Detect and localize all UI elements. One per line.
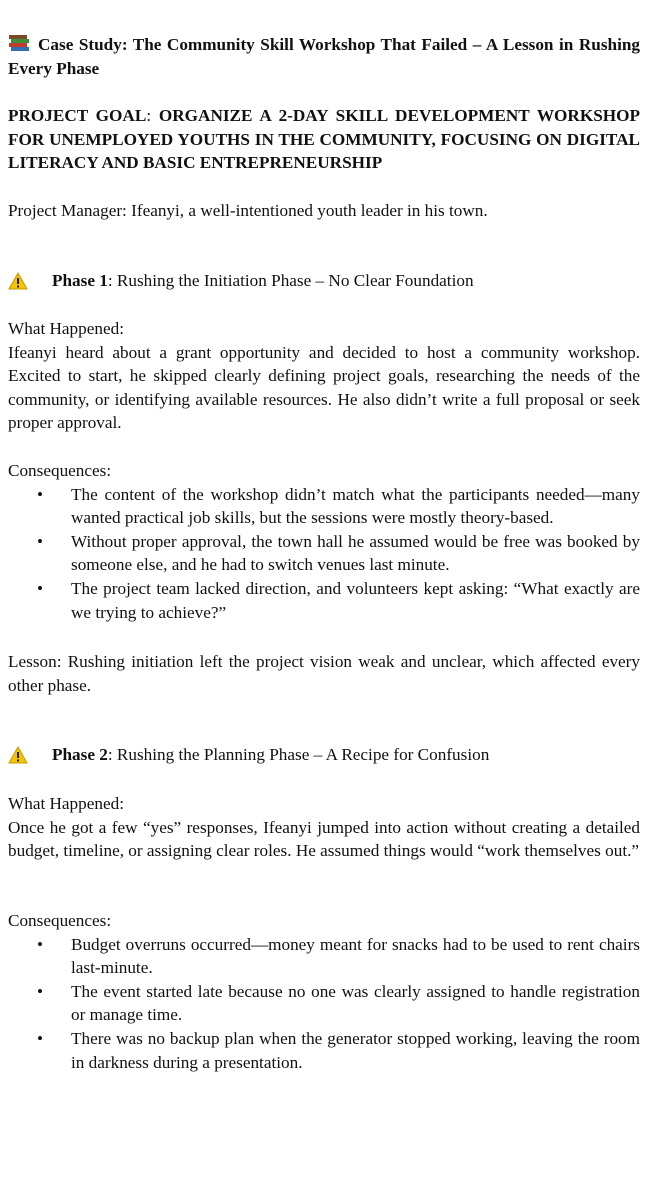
- phase-2-label: Phase 2: [52, 745, 108, 764]
- case-study-title: [8, 33, 640, 80]
- phase-2-what-happened: [8, 792, 640, 863]
- list-item: • The event started late because no one was clearly assigned to handle registration or manage time.: [37, 981, 640, 1025]
- title-text: Case Study: The Community Skill Workshop That Failed – A Lesson in Rushing Every Phase: [8, 35, 640, 78]
- what-happened-heading: What Happened:: [8, 794, 124, 813]
- bullet-dot: •: [37, 531, 44, 551]
- goal-label: PROJECT GOAL: [8, 106, 147, 125]
- phase-1-consequences: [8, 459, 640, 624]
- bullet-dot: •: [37, 578, 44, 598]
- what-happened-text: Ifeanyi heard about a grant opportunity and decided to host a community workshop. Excited to start, he skipped clearly defining project goals, researching the needs of the community, or identifying available resources. He also didn’t write a full proposal or seek proper approval.: [8, 342, 640, 433]
- consequences-heading: Consequences:: [8, 461, 112, 480]
- warning-icon: [8, 746, 28, 764]
- books-icon: [8, 34, 30, 52]
- bullet-dot: •: [37, 1028, 44, 1048]
- phase-1-label: Phase 1: [52, 271, 108, 290]
- list-item: • The content of the workshop didn’t match what the participants needed—many wanted practical job skills, but the sessions were mostly theory-based.: [37, 484, 640, 528]
- project-manager: Project Manager: Ifeanyi, a well-intentioned youth leader in his town.: [8, 201, 488, 220]
- bullet-dot: •: [37, 484, 44, 504]
- list-item: • Without proper approval, the town hall he assumed would be free was booked by someone else, and he had to switch venues last minute.: [37, 531, 640, 575]
- bullet-dot: •: [37, 934, 44, 954]
- what-happened-text: Once he got a few “yes” responses, Ifeanyi jumped into action without creating a detailed budget, timeline, or assigning clear roles. He assumed things would “work themselves out.”: [8, 817, 640, 861]
- list-item: • There was no backup plan when the generator stopped working, leaving the room in darkness during a presentation.: [37, 1028, 640, 1072]
- phase-1-lesson: Lesson: Rushing initiation left the project vision weak and unclear, which affected every other phase.: [8, 652, 640, 695]
- phase-1-title: : Rushing the Initiation Phase – No Clear Foundation: [107, 271, 474, 290]
- what-happened-heading: What Happened:: [8, 319, 124, 338]
- phase-2-title: : Rushing the Planning Phase – A Recipe for Confusion: [107, 745, 490, 764]
- goal-separator: :: [146, 106, 152, 125]
- list-item: • Budget overruns occurred—money meant for snacks had to be used to rent chairs last-minute.: [37, 934, 640, 978]
- consequences-heading: Consequences:: [8, 911, 112, 930]
- goal-text: ORGANIZE A 2-DAY SKILL DEVELOPMENT WORKSHOP FOR UNEMPLOYED YOUTHS IN THE COMMUNITY, FOCUSING ON DIGITAL LITERACY AND BASIC ENTREPRENEURSHIP: [8, 106, 641, 173]
- list-item: • The project team lacked direction, and volunteers kept asking: “What exactly are we trying to achieve?”: [37, 578, 640, 622]
- phase-1-what-happened: [8, 317, 640, 435]
- phase-2-consequences: [8, 909, 640, 1074]
- warning-icon: [8, 272, 28, 290]
- project-goal: [8, 104, 640, 175]
- bullet-dot: •: [37, 981, 44, 1001]
